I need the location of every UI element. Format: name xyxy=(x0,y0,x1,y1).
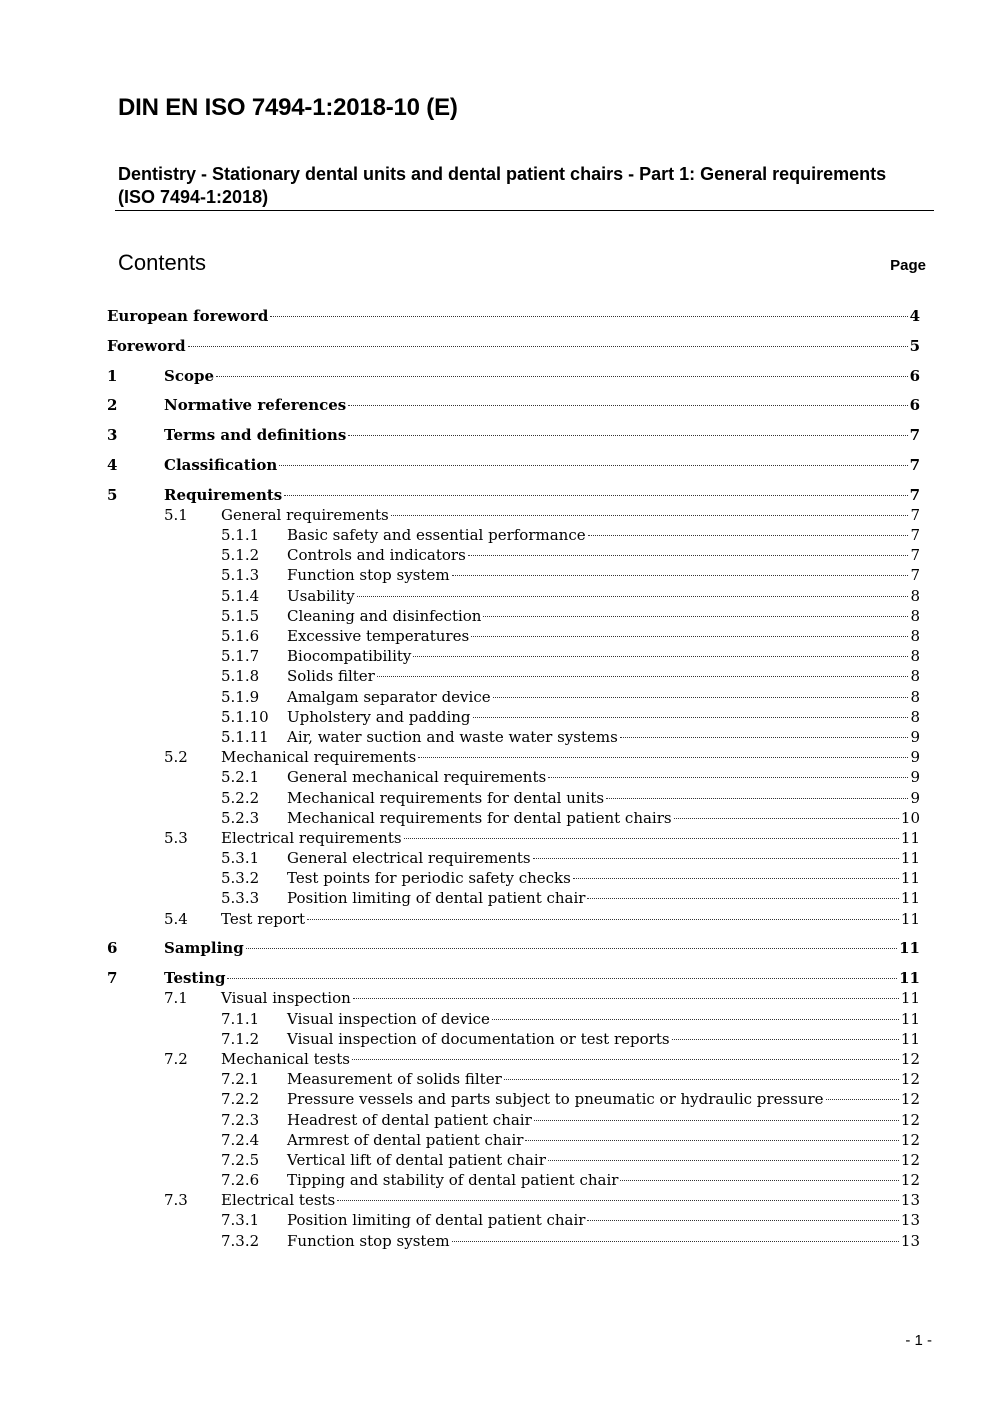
toc-dot-leader xyxy=(452,1241,899,1242)
toc-entry-page: 7 xyxy=(910,566,920,585)
toc-entry-page: 13 xyxy=(900,1231,920,1250)
toc-entry-title: Visual inspection xyxy=(221,989,351,1008)
toc-dot-leader xyxy=(533,858,899,859)
toc-entry-number: 7.2.3 xyxy=(221,1110,260,1129)
toc-entry-page: 9 xyxy=(910,788,920,807)
toc-entry[interactable] xyxy=(107,968,920,988)
toc-entry[interactable] xyxy=(107,1231,920,1251)
toc-entry-title: Mechanical requirements for dental units xyxy=(287,788,605,807)
toc-entry-number: 5.3 xyxy=(164,828,188,847)
toc-entry-page: 5 xyxy=(909,336,920,355)
toc-entry-page: 8 xyxy=(910,687,920,706)
toc-entry-page: 8 xyxy=(910,647,920,666)
toc-entry-page: 9 xyxy=(910,727,920,746)
toc-entry-number: 5.2.3 xyxy=(221,808,260,827)
toc-entry-number: 5.1.2 xyxy=(221,546,260,565)
toc-entry-page: 12 xyxy=(900,1049,920,1068)
toc-entry-title: Measurement of solids filter xyxy=(287,1070,502,1089)
toc-entry-number: 5 xyxy=(107,485,118,504)
toc-entry-number: 5.1.7 xyxy=(221,647,260,666)
toc-entry-page: 12 xyxy=(900,1150,920,1169)
toc-entry[interactable] xyxy=(107,788,920,808)
toc-entry-title: Vertical lift of dental patient chair xyxy=(287,1150,546,1169)
toc-dot-leader xyxy=(452,575,908,576)
toc-dot-leader xyxy=(587,898,898,899)
page-column-heading: Page xyxy=(890,257,926,274)
toc-dot-leader xyxy=(348,435,907,436)
toc-entry-number: 5.2.2 xyxy=(221,788,260,807)
toc-entry-title: Function stop system xyxy=(287,1231,450,1250)
toc-entry-title: Sampling xyxy=(164,939,244,958)
toc-entry-title: Basic safety and essential performance xyxy=(287,526,586,545)
toc-entry[interactable] xyxy=(107,687,920,707)
toc-entry-page: 11 xyxy=(900,828,920,847)
toc-dot-leader xyxy=(404,838,899,839)
toc-dot-leader xyxy=(377,676,908,677)
toc-entry[interactable] xyxy=(107,938,920,958)
toc-entry-number: 3 xyxy=(107,426,118,445)
toc-entry[interactable] xyxy=(107,606,920,626)
toc-entry-number: 5.4 xyxy=(164,909,188,928)
toc-entry-number: 7.2.5 xyxy=(221,1150,260,1169)
toc-entry-title: Pressure vessels and parts subject to pneumatic or hydraulic pressure xyxy=(287,1090,824,1109)
toc-dot-leader xyxy=(534,1120,899,1121)
toc-entry-number: 5.2 xyxy=(164,748,188,767)
toc-entry-page: 9 xyxy=(910,748,920,767)
toc-entry-number: 7.2.2 xyxy=(221,1090,260,1109)
toc-entry-number: 5.2.1 xyxy=(221,768,260,787)
toc-entry[interactable] xyxy=(107,545,920,565)
toc-dot-leader xyxy=(473,717,908,718)
toc-entry-number: 1 xyxy=(107,366,118,385)
toc-entry[interactable] xyxy=(107,1069,920,1089)
toc-entry[interactable] xyxy=(107,727,920,747)
toc-entry-page: 7 xyxy=(909,426,920,445)
toc-entry-title: Visual inspection of device xyxy=(287,1009,490,1028)
toc-entry-title: Cleaning and disinfection xyxy=(287,606,482,625)
toc-dot-leader xyxy=(284,495,907,496)
toc-dot-leader xyxy=(337,1200,899,1201)
toc-entry-page: 6 xyxy=(909,396,920,415)
toc-entry[interactable] xyxy=(107,485,920,505)
toc-entry[interactable] xyxy=(107,888,920,908)
toc-entry-page: 11 xyxy=(900,889,920,908)
toc-entry-page: 12 xyxy=(900,1070,920,1089)
toc-entry-title: General mechanical requirements xyxy=(287,768,547,787)
toc-entry[interactable] xyxy=(107,747,920,767)
toc-entry[interactable] xyxy=(107,306,920,326)
toc-entry[interactable] xyxy=(107,909,920,929)
toc-entry[interactable] xyxy=(107,1029,920,1049)
toc-entry-page: 11 xyxy=(900,909,920,928)
toc-entry-number: 5.1 xyxy=(164,505,188,524)
toc-dot-leader xyxy=(307,919,899,920)
toc-dot-leader xyxy=(188,346,908,347)
page-number: - 1 - xyxy=(905,1332,932,1349)
toc-entry-title: Amalgam separator device xyxy=(287,687,491,706)
toc-dot-leader xyxy=(279,465,907,466)
contents-heading: Contents xyxy=(118,250,207,275)
toc-entry-title: Test report xyxy=(221,909,306,928)
toc-entry-number: 5.1.11 xyxy=(221,727,269,746)
toc-entry-number: 5.1.4 xyxy=(221,586,260,605)
toc-entry-page: 11 xyxy=(900,989,920,1008)
toc-entry-page: 12 xyxy=(900,1171,920,1190)
toc-entry-page: 13 xyxy=(900,1191,920,1210)
toc-entry-title: Foreword xyxy=(107,336,186,355)
toc-entry-title: Usability xyxy=(287,586,355,605)
document-title: Dentistry - Stationary dental units and dental patient chairs - Part 1: General requirements (ISO 7494-1:2018) xyxy=(118,164,887,207)
toc-dot-leader xyxy=(468,555,908,556)
toc-entry-title: General electrical requirements xyxy=(287,849,531,868)
toc-entry-page: 8 xyxy=(910,627,920,645)
toc-entry[interactable] xyxy=(107,1049,920,1069)
toc-entry[interactable] xyxy=(107,336,920,356)
toc-entry[interactable] xyxy=(107,395,920,415)
toc-entry-title: Solids filter xyxy=(287,667,375,686)
toc-entry-title: Position limiting of dental patient chair xyxy=(287,1211,586,1230)
toc-entry[interactable] xyxy=(107,525,920,545)
toc-dot-leader xyxy=(587,1220,898,1221)
toc-entry-title: Upholstery and padding xyxy=(287,707,471,726)
toc-entry-number: 7.2 xyxy=(164,1049,188,1068)
toc-entry[interactable] xyxy=(107,1190,920,1210)
toc-entry[interactable] xyxy=(107,366,920,386)
toc-dot-leader xyxy=(620,1180,898,1181)
toc-entry[interactable] xyxy=(107,505,920,525)
toc-entry-page: 12 xyxy=(900,1090,920,1109)
toc-entry-number: 5.3.2 xyxy=(221,869,260,888)
toc-entry-title: Test points for periodic safety checks xyxy=(287,869,571,888)
toc-entry-page: 10 xyxy=(900,808,920,827)
toc-dot-leader xyxy=(826,1099,899,1100)
toc-entry-number: 5.1.9 xyxy=(221,687,260,706)
toc-entry[interactable] xyxy=(107,1210,920,1230)
toc-entry-number: 7.1.2 xyxy=(221,1029,260,1048)
toc-entry[interactable] xyxy=(107,455,920,475)
toc-entry[interactable] xyxy=(107,828,920,848)
toc-dot-leader xyxy=(471,636,908,637)
toc-entry-number: 5.1.8 xyxy=(221,667,260,686)
toc-dot-leader xyxy=(504,1079,899,1080)
toc-entry[interactable] xyxy=(107,1130,920,1150)
toc-entry-number: 7.3.1 xyxy=(221,1211,260,1230)
toc-dot-leader xyxy=(270,316,907,317)
toc-entry-title: Electrical tests xyxy=(221,1191,336,1210)
toc-entry-page: 7 xyxy=(910,546,920,565)
toc-entry-title: Electrical requirements xyxy=(221,828,402,847)
toc-entry-number: 5.1.5 xyxy=(221,606,260,625)
toc-entry-title: European foreword xyxy=(107,307,269,325)
toc-entry-page: 11 xyxy=(899,969,920,988)
toc-dot-leader xyxy=(413,656,908,657)
toc-entry[interactable] xyxy=(107,1089,920,1109)
toc-entry-page: 8 xyxy=(910,707,920,726)
toc-entry-page: 12 xyxy=(900,1130,920,1149)
toc-dot-leader xyxy=(227,978,897,979)
toc-entry[interactable] xyxy=(107,586,920,606)
toc-entry-title: Mechanical requirements for dental patient chairs xyxy=(287,808,672,827)
toc-entry[interactable] xyxy=(107,988,920,1008)
toc-dot-leader xyxy=(216,376,908,377)
toc-dot-leader xyxy=(493,697,908,698)
toc-entry-number: 2 xyxy=(107,396,118,415)
toc-dot-leader xyxy=(352,1059,899,1060)
toc-entry[interactable] xyxy=(107,565,920,585)
toc-entry-title: Biocompatibility xyxy=(287,647,412,666)
toc-entry-number: 7.2.1 xyxy=(221,1070,260,1089)
toc-entry-page: 11 xyxy=(900,849,920,868)
toc-entry-page: 7 xyxy=(909,485,920,504)
toc-entry[interactable] xyxy=(107,1110,920,1130)
toc-entry[interactable] xyxy=(107,767,920,787)
toc-entry-number: 7.3 xyxy=(164,1191,188,1210)
toc-entry[interactable] xyxy=(107,1009,920,1029)
toc-entry-page: 7 xyxy=(909,455,920,474)
toc-entry-number: 5.1.6 xyxy=(221,627,260,645)
toc-entry-title: Visual inspection of documentation or test reports xyxy=(287,1029,670,1048)
toc-entry-title: Controls and indicators xyxy=(287,546,466,565)
toc-dot-leader xyxy=(588,535,908,536)
toc-entry-title: Excessive temperatures xyxy=(287,627,470,645)
toc-entry[interactable] xyxy=(107,626,920,646)
toc-dot-leader xyxy=(483,616,908,617)
toc-entry[interactable] xyxy=(107,1170,920,1190)
toc-entry-title: Scope xyxy=(164,366,215,385)
toc-entry-page: 6 xyxy=(909,366,920,385)
toc-entry-number: 5.1.3 xyxy=(221,566,260,585)
toc-entry-number: 4 xyxy=(107,455,118,474)
toc-entry-page: 9 xyxy=(910,768,920,787)
toc-entry[interactable] xyxy=(107,848,920,868)
toc-dot-leader xyxy=(525,1140,898,1141)
toc-entry-number: 5.1.10 xyxy=(221,707,269,726)
toc-entry-number: 7.2.6 xyxy=(221,1171,260,1190)
toc-dot-leader xyxy=(492,1019,899,1020)
toc-entry-title: Testing xyxy=(164,969,226,988)
toc-entry-title: Terms and definitions xyxy=(164,426,347,445)
toc-entry-page: 11 xyxy=(900,869,920,888)
toc-entry[interactable] xyxy=(107,666,920,686)
toc-entry-page: 13 xyxy=(900,1211,920,1230)
toc-entry-title: Requirements xyxy=(164,485,283,504)
toc-entry-title: Armrest of dental patient chair xyxy=(287,1130,524,1149)
toc-entry-title: Function stop system xyxy=(287,566,450,585)
toc-entry-number: 7.1.1 xyxy=(221,1009,260,1028)
toc-entry-page: 8 xyxy=(910,586,920,605)
toc-dot-leader xyxy=(548,1160,899,1161)
toc-entry-title: Mechanical requirements xyxy=(221,748,417,767)
toc-entry-page: 12 xyxy=(900,1110,920,1129)
toc-entry-title: Mechanical tests xyxy=(221,1049,350,1068)
toc-entry-title: General requirements xyxy=(221,505,389,524)
toc-dot-leader xyxy=(674,818,899,819)
toc-dot-leader xyxy=(620,737,908,738)
toc-entry-title: Position limiting of dental patient chair xyxy=(287,889,586,908)
toc-entry-page: 4 xyxy=(909,307,920,325)
toc-entry-page: 11 xyxy=(900,1009,920,1028)
toc-entry-number: 7 xyxy=(107,969,118,988)
toc-entry[interactable] xyxy=(107,707,920,727)
toc-entry-number: 7.3.2 xyxy=(221,1231,260,1250)
toc-entry-title: Air, water suction and waste water systems xyxy=(287,727,618,746)
toc-entry-number: 5.1.1 xyxy=(221,526,260,545)
toc-entry-number: 5.3.1 xyxy=(221,849,260,868)
toc-entry-number: 6 xyxy=(107,939,118,958)
toc-dot-leader xyxy=(357,596,908,597)
toc-entry-page: 8 xyxy=(910,606,920,625)
toc-entry-page: 11 xyxy=(900,1029,920,1048)
toc-dot-leader xyxy=(606,798,908,799)
toc-dot-leader xyxy=(348,405,907,406)
toc-entry-number: 7.2.4 xyxy=(221,1130,260,1149)
toc-entry-page: 8 xyxy=(910,667,920,686)
toc-entry-title: Normative references xyxy=(164,396,347,415)
toc-entry[interactable] xyxy=(107,646,920,666)
toc-entry-page: 7 xyxy=(910,505,920,524)
toc-entry-number: 5.3.3 xyxy=(221,889,260,908)
toc-entry-page: 11 xyxy=(899,939,920,958)
toc-entry-title: Classification xyxy=(164,455,278,474)
title-divider xyxy=(115,210,934,211)
toc-dot-leader xyxy=(246,948,897,949)
toc-dot-leader xyxy=(672,1039,899,1040)
toc-entry-page: 7 xyxy=(910,526,920,545)
toc-entry-title: Headrest of dental patient chair xyxy=(287,1110,532,1129)
toc-entry[interactable] xyxy=(107,808,920,828)
toc-entry[interactable] xyxy=(107,1150,920,1170)
toc-dot-leader xyxy=(573,878,899,879)
toc-dot-leader xyxy=(418,757,908,758)
toc-dot-leader xyxy=(548,777,908,778)
toc-dot-leader xyxy=(353,998,899,999)
toc-entry-title: Tipping and stability of dental patient chair xyxy=(287,1171,619,1190)
table-of-contents xyxy=(107,306,920,1251)
toc-entry-number: 7.1 xyxy=(164,989,188,1008)
toc-entry[interactable] xyxy=(107,868,920,888)
toc-dot-leader xyxy=(391,515,908,516)
toc-entry[interactable] xyxy=(107,425,920,445)
document-id: DIN EN ISO 7494-1:2018-10 (E) xyxy=(118,94,458,121)
